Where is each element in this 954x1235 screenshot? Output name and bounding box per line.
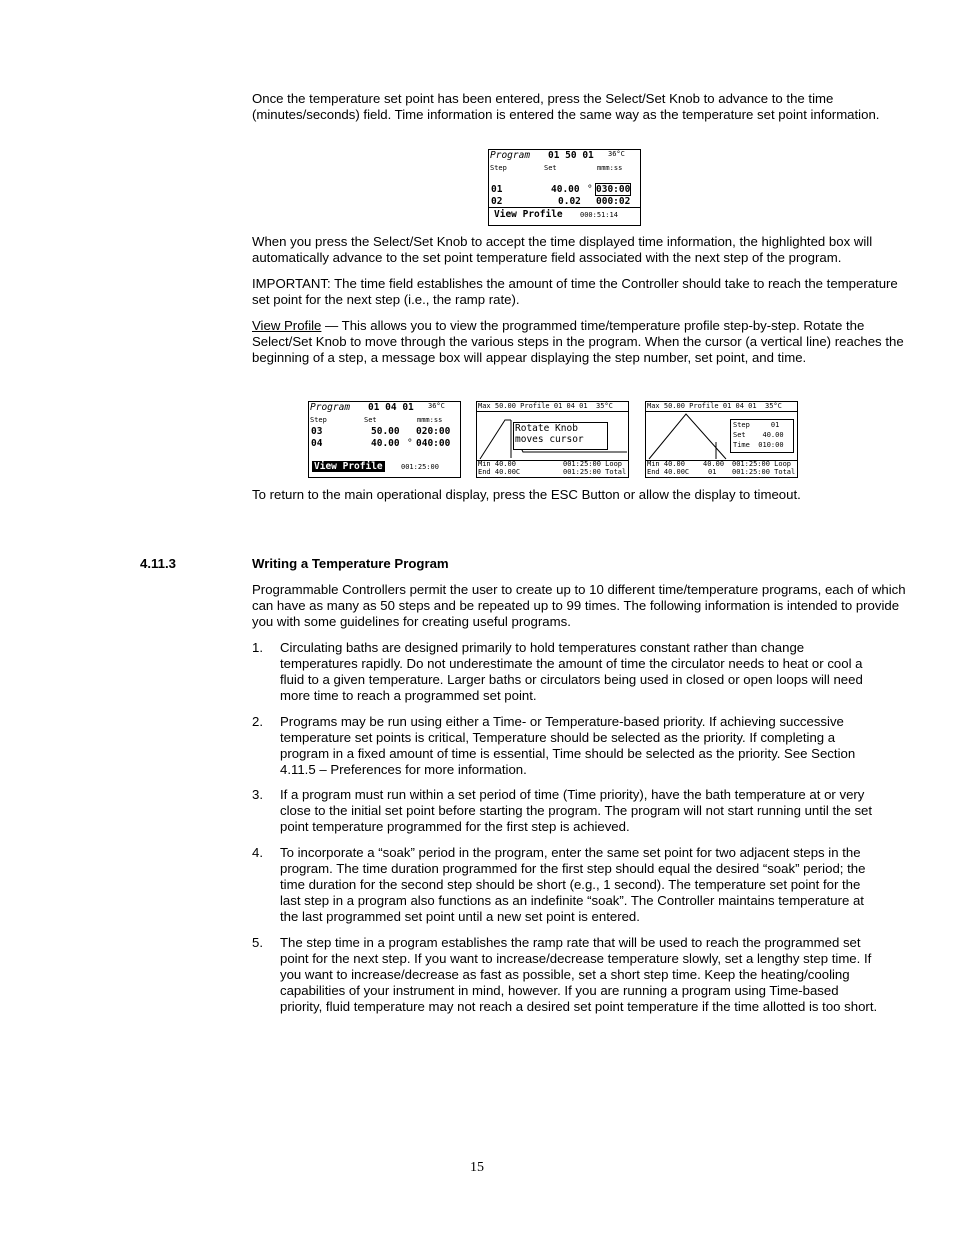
lcd-step-info-box — [730, 419, 794, 453]
list-item-number: 1. — [252, 640, 263, 655]
lcd-total-time: 000:51:14 — [580, 211, 618, 219]
lcd-set-header: Set — [364, 416, 377, 424]
lcd-degree-mark: ° — [407, 438, 413, 449]
lcd-step-header: Step — [310, 416, 327, 424]
lcd-footer-total: 001:25:00 Total — [563, 468, 627, 476]
section-number: 4.11.3 — [140, 556, 176, 571]
list-item-text: Circulating baths are designed primarily to hold temperatures constant rather than change temperatures rapidly. Do not underestimate the amount of time the circulator needs to heat or cool a fluid to a given temperature. Larger baths or circulators being used in closed or open loops will need more time to reach a programmed set point. — [280, 640, 863, 703]
section-intro-paragraph: Programmable Controllers permit the user to create up to 10 different time/temperature programs, each of which can have as many as 50 steps and be repeated up to 99 times. The following information is intended to provide you with some guidelines for creating useful programs. — [252, 582, 906, 629]
lcd-footer-min: Min 40.00 — [478, 460, 516, 468]
lcd-footer-loop: 001:25:00 Loop — [732, 460, 792, 468]
lcd-view-profile: View Profile — [494, 209, 563, 220]
lcd-info-time: Time 010:00 — [733, 441, 784, 449]
lcd-info-set: Set 40.00 — [733, 431, 784, 439]
lcd-step-04: 04 — [311, 438, 323, 449]
lcd-footer-cursor-step: 01 — [708, 468, 717, 476]
lcd-footer-min: Min 40.00 — [647, 460, 685, 468]
lcd-time-header: mmm:ss — [417, 416, 443, 424]
paragraph-view-profile — [252, 318, 907, 366]
lcd-total-time: 001:25:00 — [401, 463, 439, 471]
lcd-message-line-1: Rotate Knob — [515, 423, 578, 434]
lcd-temperature: 36°C — [428, 402, 445, 410]
lcd-step-03: 03 — [311, 426, 323, 437]
lcd-set-01: 40.00 — [551, 184, 580, 195]
list-item-number: 3. — [252, 787, 263, 802]
view-profile-term: View Profile — [252, 318, 322, 333]
list-item-text: Programs may be run using either a Time- or Temperature-based priority. If achieving successive temperature set points is critical, Temperature should be selected as the priority. If completing a program in a fixed amount of time is essential, Time should be selected as the priority. See Section 4.11.5 – Preferences for more information. — [280, 714, 856, 777]
lcd-footer-end: End 40.00C — [647, 468, 690, 476]
lcd-program-number: 01 04 01 — [368, 402, 414, 413]
lcd-graph-header: Max 50.00 Profile 01 04 01 — [478, 402, 588, 410]
paragraph-select-set: When you press the Select/Set Knob to accept the time displayed time information, the highlighted box will automatically advance to the set point temperature field associated with the next step of the program. — [252, 234, 873, 265]
paragraph-return: To return to the main operational display, press the ESC Button or allow the display to timeout. — [252, 487, 801, 502]
paragraph-important: IMPORTANT: The time field establishes the amount of time the Controller should take to reach the temperature set point for the next step (i.e., the ramp rate). — [252, 276, 898, 307]
lcd-profile-graph-screen — [476, 401, 629, 478]
lcd-time-04: 040:00 — [416, 438, 451, 449]
lcd-set-04: 40.00 — [371, 438, 400, 449]
lcd-graph-header: Max 50.00 Profile 01 04 01 — [647, 402, 757, 410]
lcd-set-02: 0.02 — [558, 196, 581, 207]
lcd-program-number: 01 50 01 — [548, 150, 594, 161]
lcd-degree-mark: ° — [587, 184, 593, 195]
lcd-step-header: Step — [490, 164, 507, 172]
view-profile-description: — This allows you to view the programmed time/temperature profile step-by-step. Rotate the Select/Set Knob to move through the various steps in the program. When the cursor (a vertical line) reaches the beginning of a step, a message box will appear displaying the step number, set point, and time. — [252, 318, 904, 365]
lcd-set-header: Set — [544, 164, 557, 172]
lcd-program-screen-2 — [308, 401, 461, 478]
list-item-text: If a program must run within a set period of time (Time priority), have the bath temperature at or very close to the initial set point before starting the program. The program will not start running until the set point temperature programmed for the first step is achieved. — [280, 787, 873, 834]
lcd-footer-total: 001:25:00 Total — [732, 468, 796, 476]
lcd-time-01-highlighted: 030:00 — [596, 184, 631, 195]
list-item-number: 5. — [252, 935, 263, 950]
section-title: Writing a Temperature Program — [252, 556, 449, 571]
list-item-text: To incorporate a “soak” period in the program, enter the same set point for two adjacent steps in the program. The time duration programmed for the first step should equal the desired “soak” period; the time duration for the second step should be short (e.g., 1 second). The temperature set point for the last step in a program also functions as an indefinite “soak”. The Controller maintains temperature at the last programmed set point until a new set point is entered. — [280, 845, 866, 924]
intro-paragraph: Once the temperature set point has been entered, press the Select/Set Knob to advance to the time (minutes/seconds) field. Time information is entered the same way as the temperature set point information. — [252, 91, 880, 122]
page-number: 15 — [470, 1160, 484, 1175]
lcd-footer-cursor-temp: 40.00 — [703, 460, 725, 468]
lcd-program-label: Program — [490, 150, 531, 161]
lcd-temperature: 35°C — [596, 402, 613, 410]
lcd-footer-loop: 001:25:00 Loop — [563, 460, 623, 468]
lcd-time-02: 000:02 — [596, 196, 631, 207]
lcd-step-01: 01 — [491, 184, 503, 195]
lcd-temperature: 35°C — [765, 402, 782, 410]
lcd-set-03: 50.00 — [371, 426, 400, 437]
list-item-number: 4. — [252, 845, 263, 860]
list-item-number: 2. — [252, 714, 263, 729]
lcd-divider — [489, 207, 640, 208]
lcd-message-box — [513, 422, 608, 450]
lcd-view-profile-selected: View Profile — [314, 461, 383, 472]
lcd-program-label: Program — [310, 402, 351, 413]
lcd-time-03: 020:00 — [416, 426, 451, 437]
lcd-footer-end: End 40.00C — [478, 468, 521, 476]
lcd-step-02: 02 — [491, 196, 503, 207]
lcd-time-header: mmm:ss — [597, 164, 623, 172]
lcd-message-line-2: moves cursor — [515, 434, 584, 445]
lcd-temperature: 36°C — [608, 150, 625, 158]
lcd-program-screen-1 — [488, 149, 641, 226]
lcd-profile-step-screen — [645, 401, 798, 478]
list-item-text: The step time in a program establishes the ramp rate that will be used to reach the programmed set point for the next step. If you want to increase/decrease temperature slowly, set a lengthy step time. If you want to increase/decrease as fast as possible, set a short step time. Keep the heating/cooling capabilities of your instrument in mind, however. If you are running a program using Time-based priority, fluid temperature may not reach a desired set point temperature if the time allotted is too short. — [280, 935, 878, 1014]
lcd-info-step: Step 01 — [733, 421, 780, 429]
